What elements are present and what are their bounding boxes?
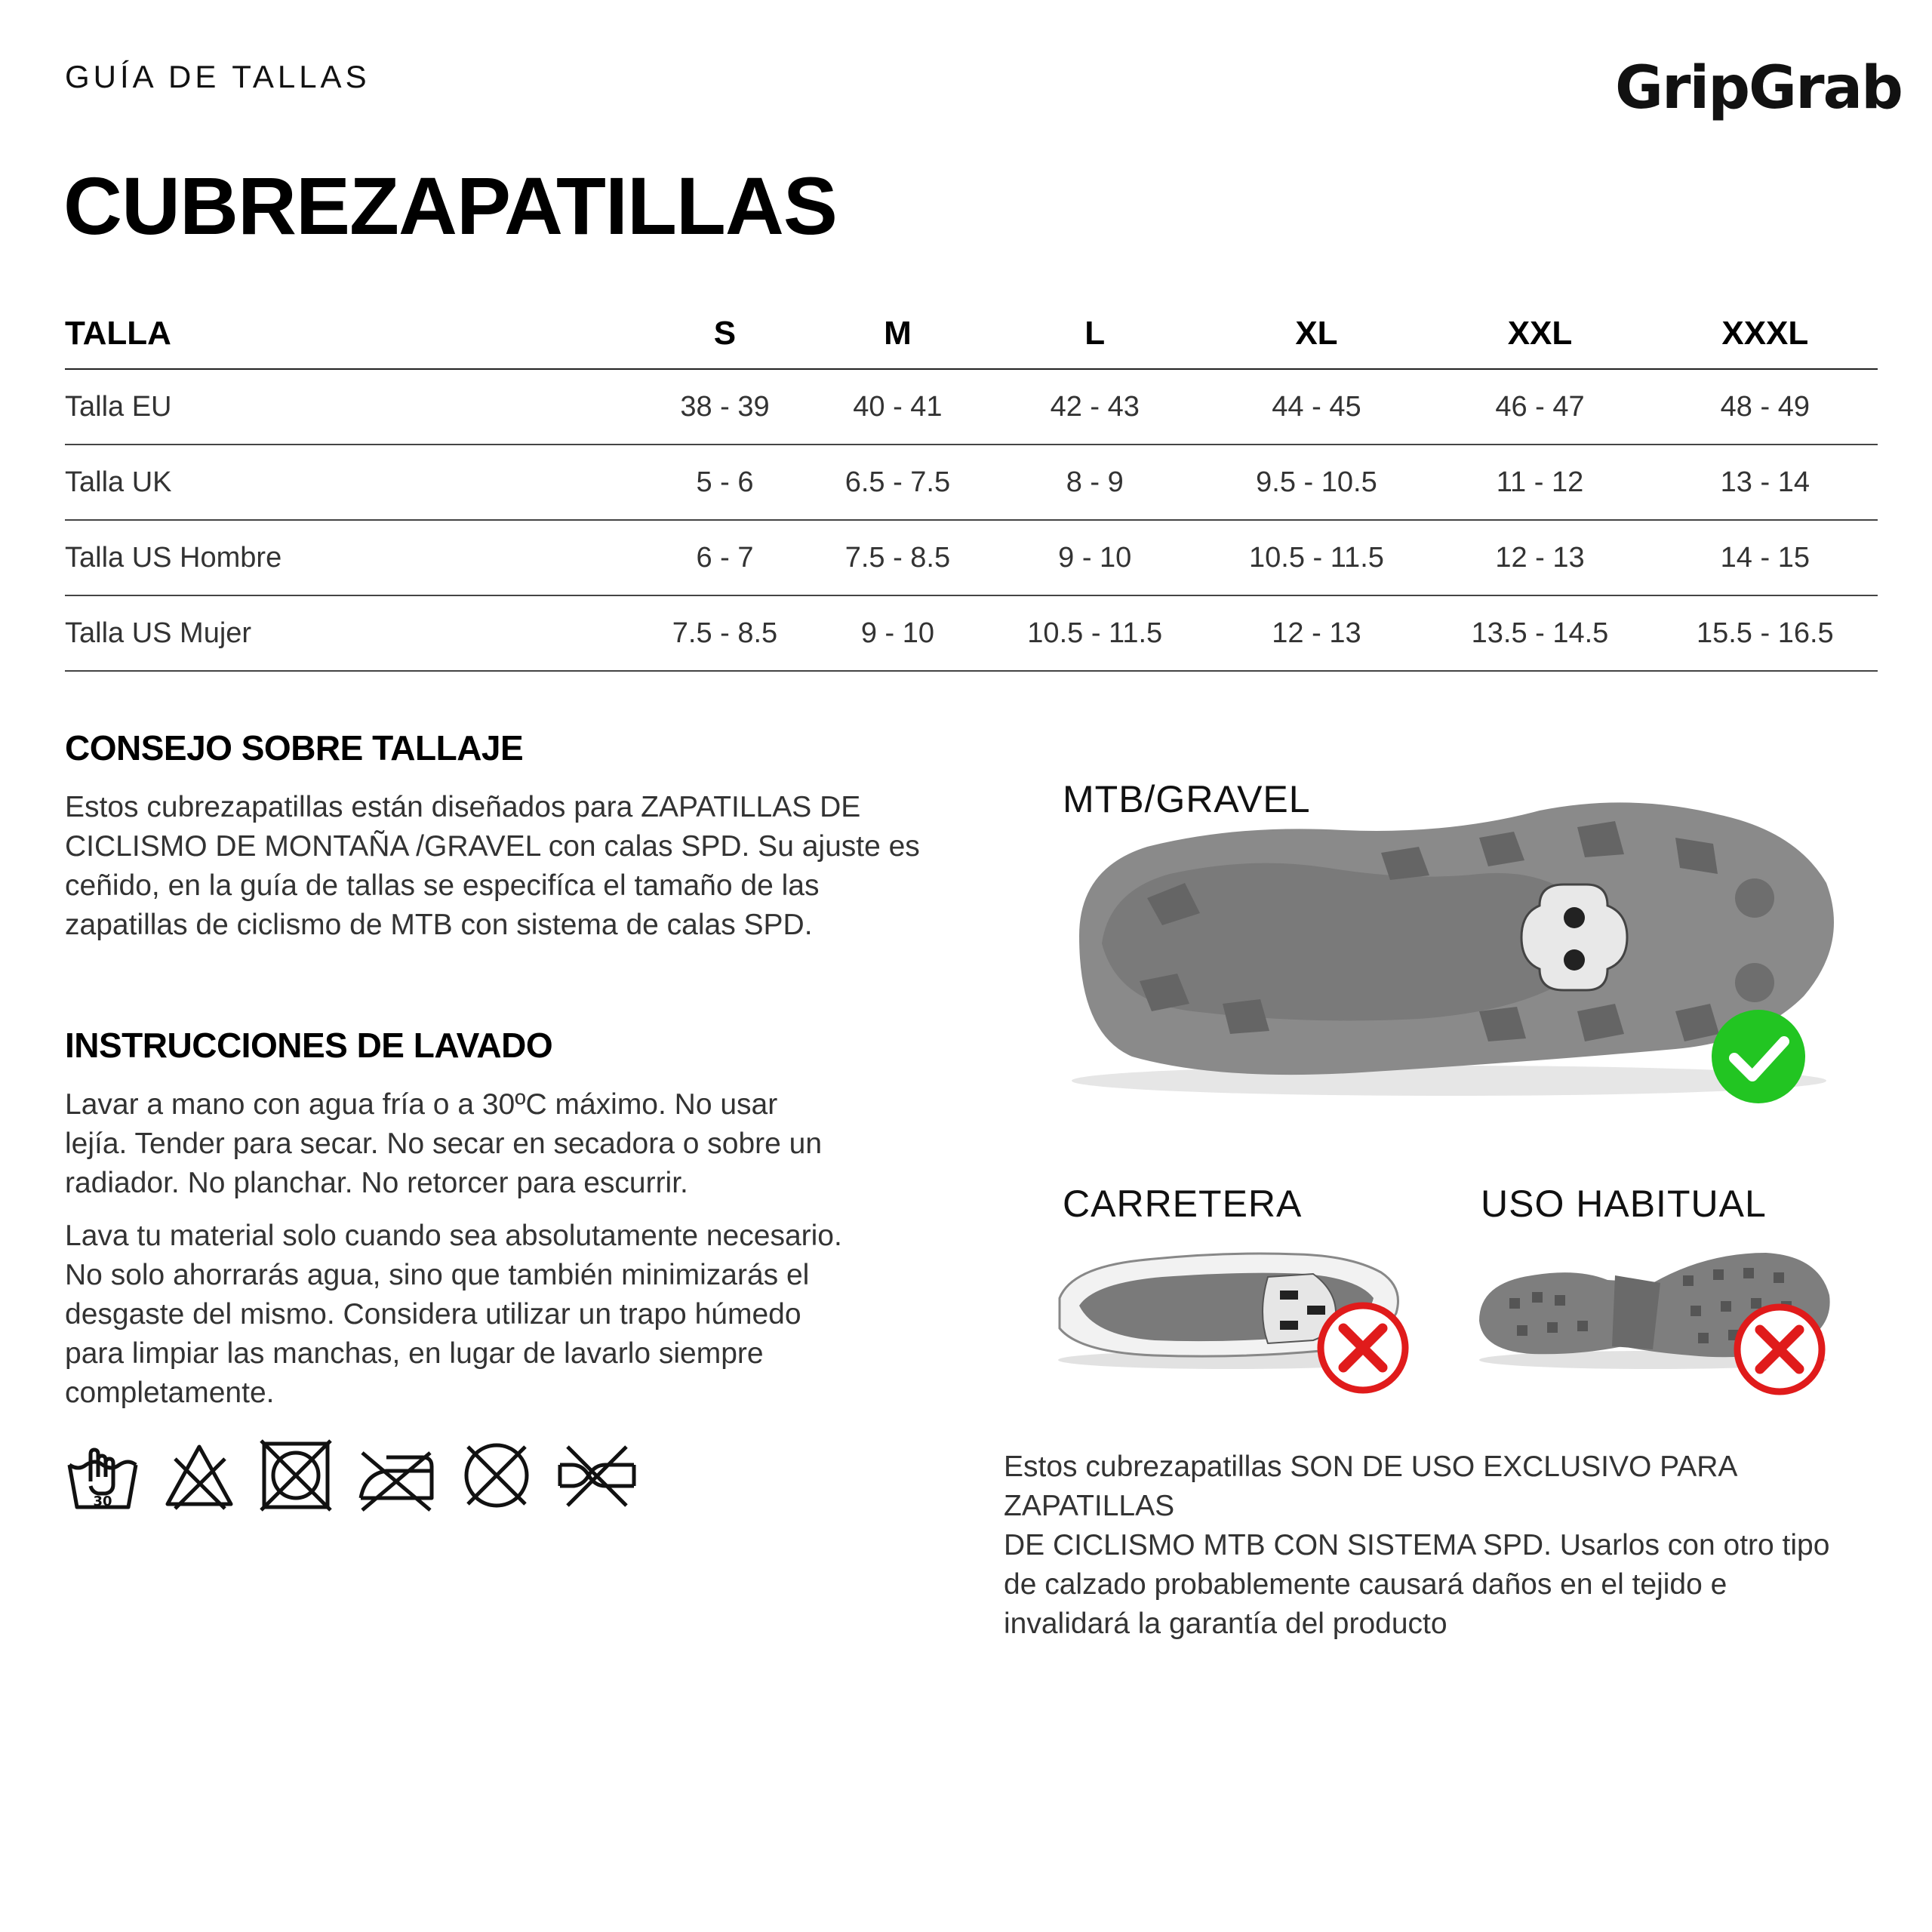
table-cell: 12 - 13 [1427, 520, 1652, 595]
table-cell: 5 - 6 [638, 445, 811, 520]
text-line: de calzado probablemente causará daños en el tejido e [1004, 1568, 1727, 1601]
casual-label: USO HABITUAL [1481, 1183, 1767, 1225]
column-header: L [1084, 315, 1106, 352]
text-line: desgaste del mismo. Considera utilizar un trapo húmedo [65, 1298, 801, 1331]
text-line: No solo ahorrarás agua, sino que también minimizarás el [65, 1259, 810, 1291]
brand-name: GripGrab [1615, 54, 1903, 122]
row-label: Talla EU [65, 369, 638, 445]
column-header: S [713, 315, 737, 352]
no-iron-icon [355, 1438, 438, 1513]
table-cell: 7.5 - 8.5 [811, 520, 984, 595]
row-label: Talla US Mujer [65, 595, 638, 671]
fit-advice-text [65, 788, 971, 945]
table-cell: 9 - 10 [984, 520, 1206, 595]
row-label: Talla US Hombre [65, 520, 638, 595]
wash-temp-label: 30 [93, 1494, 112, 1509]
no-bleach-icon [162, 1438, 237, 1513]
table-cell: 13.5 - 14.5 [1427, 595, 1652, 671]
table-cell: 15.5 - 16.5 [1653, 595, 1878, 671]
table-cell: 6 - 7 [638, 520, 811, 595]
table-cell: 6.5 - 7.5 [811, 445, 984, 520]
exclusive-use-warning [1004, 1447, 1894, 1644]
table-cell: 46 - 47 [1427, 369, 1652, 445]
column-header: M [884, 315, 912, 352]
column-header: XXL [1507, 315, 1573, 352]
text-line: completamente. [65, 1377, 275, 1409]
page-title: CUBREZAPATILLAS [63, 160, 837, 251]
table-cell: 38 - 39 [638, 369, 811, 445]
table-cell: 8 - 9 [984, 445, 1206, 520]
table-cell: 10.5 - 11.5 [984, 595, 1206, 671]
no-dry-clean-icon [459, 1438, 534, 1513]
table-cell: 10.5 - 11.5 [1206, 520, 1428, 595]
column-header: TALLA [65, 315, 171, 352]
column-header: XXXL [1721, 315, 1809, 352]
table-cell: 9 - 10 [811, 595, 984, 671]
table-cell: 48 - 49 [1653, 369, 1878, 445]
no-tumble-dry-icon [258, 1438, 334, 1513]
table-cell: 13 - 14 [1653, 445, 1878, 520]
cross-icon [1321, 1306, 1405, 1390]
brand-logo [1615, 54, 1903, 127]
text-line: para limpiar las manchas, en lugar de lavarlo siempre [65, 1337, 764, 1370]
fit-advice-title: CONSEJO SOBRE TALLAJE [65, 728, 524, 768]
table-header-row [65, 299, 1878, 369]
washing-text-1 [65, 1085, 971, 1203]
table-cell: 7.5 - 8.5 [638, 595, 811, 671]
text-line: zapatillas de ciclismo de MTB con sistema de calas SPD. [65, 909, 813, 941]
text-line: invalidará la garantía del producto [1004, 1607, 1447, 1640]
text-line: lejía. Tender para secar. No secar en secadora o sobre un [65, 1128, 823, 1160]
no-wring-icon [555, 1438, 638, 1513]
care-icons [65, 1434, 646, 1517]
mtb-shoe-image [1057, 785, 1857, 1117]
road-label: CARRETERA [1063, 1183, 1303, 1225]
size-table [65, 299, 1878, 672]
hand-wash-30-icon [65, 1438, 140, 1513]
text-line: ceñido, en la guía de tallas se especifíca el tamaño de las [65, 869, 820, 902]
mtb-label: MTB/GRAVEL [1063, 778, 1311, 820]
check-icon [1712, 1010, 1805, 1103]
guide-label: GUÍA DE TALLAS [65, 59, 371, 94]
row-label: Talla UK [65, 445, 638, 520]
table-row [65, 445, 1878, 520]
cross-icon [1737, 1307, 1822, 1392]
column-header: XL [1295, 315, 1338, 352]
table-cell: 11 - 12 [1427, 445, 1652, 520]
table-row [65, 595, 1878, 671]
text-line: Estos cubrezapatillas SON DE USO EXCLUSIVO PARA ZAPATILLAS [1004, 1451, 1737, 1522]
washing-title: INSTRUCCIONES DE LAVADO [65, 1026, 553, 1065]
text-line: DE CICLISMO MTB CON SISTEMA SPD. Usarlos con otro tipo [1004, 1529, 1830, 1561]
casual-shoe-image [1464, 1223, 1857, 1404]
text-line: Lava tu material solo cuando sea absolutamente necesario. [65, 1220, 842, 1252]
text-line: radiador. No planchar. No retorcer para escurrir. [65, 1167, 688, 1199]
washing-text-2 [65, 1217, 971, 1413]
table-cell: 12 - 13 [1206, 595, 1428, 671]
table-row [65, 369, 1878, 445]
table-row [65, 520, 1878, 595]
road-shoe-image [1049, 1223, 1419, 1404]
text-line: Estos cubrezapatillas están diseñados para ZAPATILLAS DE [65, 791, 861, 823]
table-cell: 14 - 15 [1653, 520, 1878, 595]
table-cell: 44 - 45 [1206, 369, 1428, 445]
text-line: CICLISMO DE MONTAÑA /GRAVEL con calas SPD. Su ajuste es [65, 830, 920, 863]
text-line: Lavar a mano con agua fría o a 30ºC máximo. No usar [65, 1088, 778, 1121]
table-cell: 42 - 43 [984, 369, 1206, 445]
table-cell: 9.5 - 10.5 [1206, 445, 1428, 520]
table-cell: 40 - 41 [811, 369, 984, 445]
